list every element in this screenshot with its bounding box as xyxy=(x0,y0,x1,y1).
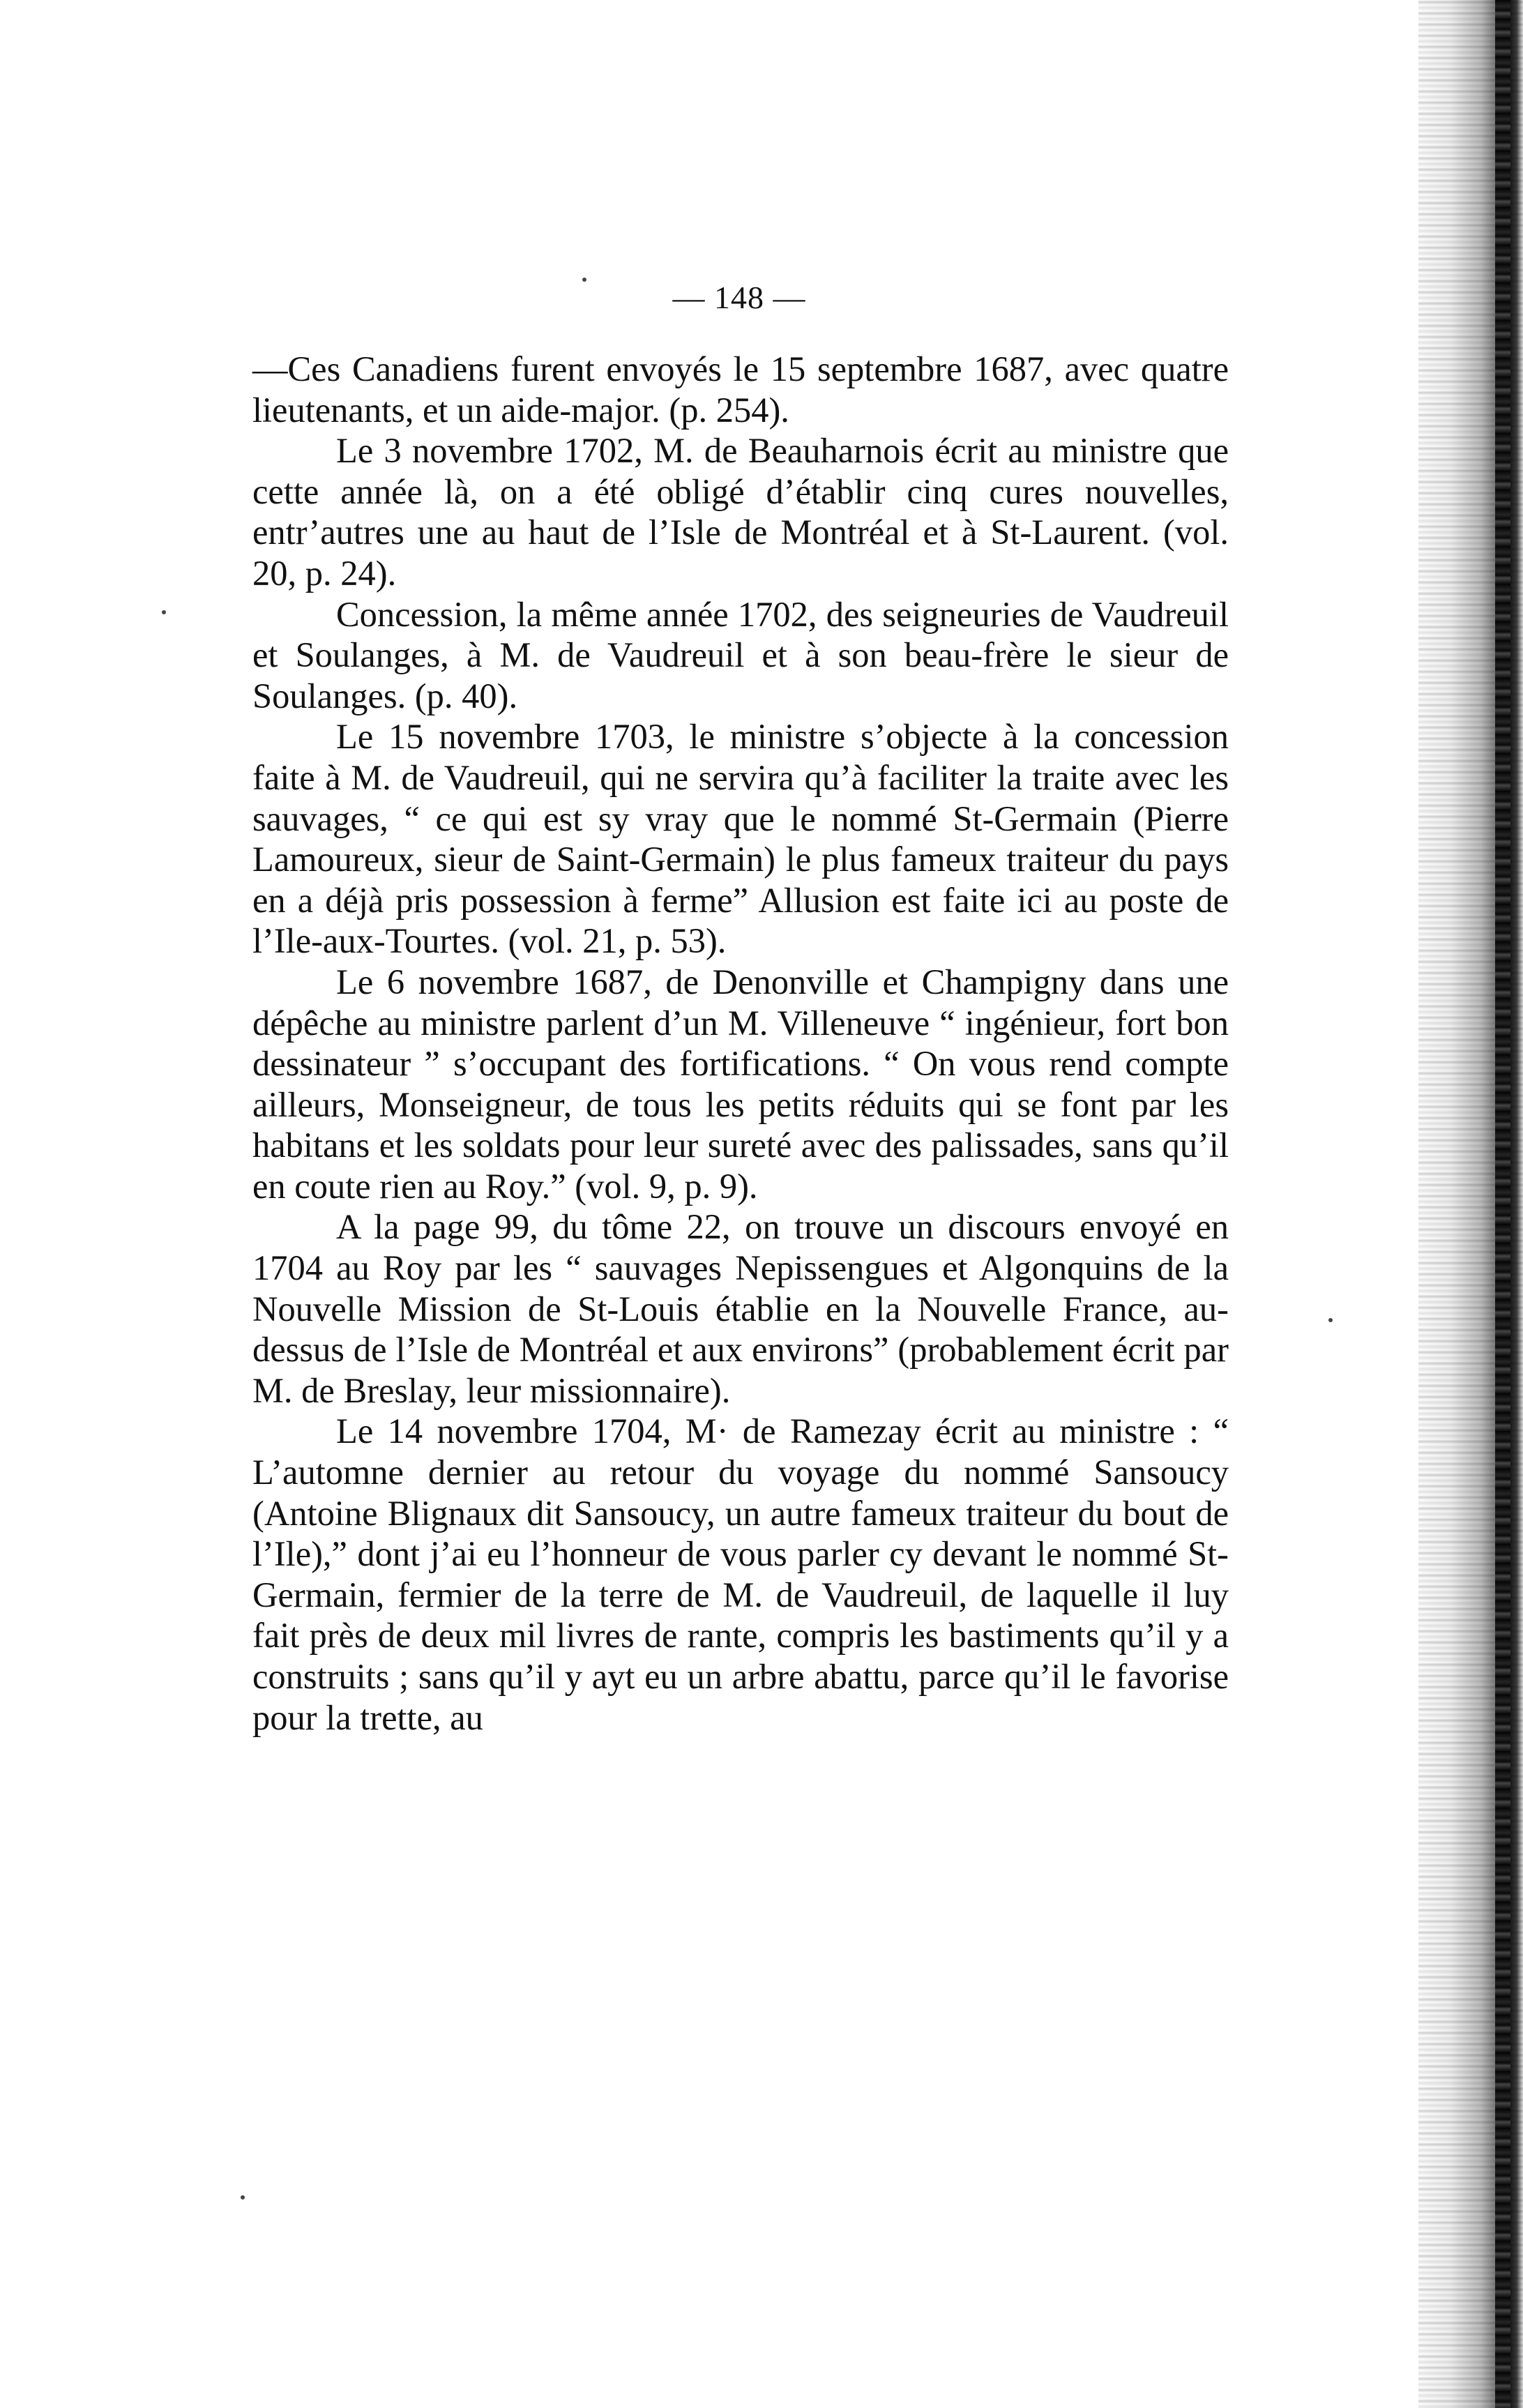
paragraph: Le 3 novembre 1702, M. de Beauharnois écrit au ministre que cette année là, on a été obligé d’établir cinq cures nouvelles, entr’autres une au haut de l’Isle de Montréal et à St-Laurent. (vol. 20, p. 24). xyxy=(252,431,1229,593)
paragraph: Le 6 novembre 1687, de Denonville et Champigny dans une dépêche au ministre parlent d’un M. Villeneuve “ ingénieur, fort bon dessinateur ” s’occupant des fortifications. “ On vous rend compte ailleurs, Monseigneur, de tous les petits réduits qui se font par les habitans et les soldats pour leur sureté avec des palissades, sans qu’il en coute rien au Roy.” (vol. 9, p. 9). xyxy=(252,962,1229,1206)
scan-speck xyxy=(1328,1318,1333,1322)
scan-speck xyxy=(582,278,586,282)
paragraph: Le 15 novembre 1703, le ministre s’objecte à la concession faite à M. de Vaudreuil, qui ne servira qu’à faciliter la traite avec les sauvages, “ ce qui est sy vray que le nommé St-Germain (Pierre Lamoureux, sieur de Saint-Germain) le plus fameux traiteur du pays en a déjà pris possession à ferme” Allusion est faite ici au poste de l’Ile-aux-Tourtes. (vol. 21, p. 53). xyxy=(252,717,1229,961)
paragraph: A la page 99, du tôme 22, on trouve un discours envoyé en 1704 au Roy par les “ sauvages Nepissengues et Algonquins de la Nouvelle Mission de St-Louis établie en la Nouvelle France, au-dessus de l’Isle de Montréal et aux environs” (probablement écrit par M. de Breslay, leur missionnaire). xyxy=(252,1207,1229,1410)
page-number: — 148 — xyxy=(672,280,806,315)
book-binding-shadow xyxy=(1495,0,1510,2408)
paragraph: Concession, la même année 1702, des seigneuries de Vaudreuil et Soulanges, à M. de Vaudreuil et à son beau-frère le sieur de Soulanges. (p. 40). xyxy=(252,594,1229,715)
scan-speck xyxy=(241,2195,245,2199)
body-text xyxy=(252,349,1229,1738)
paragraph: Le 14 novembre 1704, M· de Ramezay écrit au ministre : “ L’automne dernier au retour du voyage du nommé Sansoucy (Antoine Blignaux dit Sansoucy, un autre fameux traiteur du bout de l’Ile),” dont j’ai eu l’honneur de vous parler cy devant le nommé St-Germain, fermier de la terre de M. de Vaudreuil, de laquelle il luy fait près de deux mil livres de rante, compris les bastiments qu’il y a construits ; sans qu’il y ayt eu un arbre abattu, parce qu’il le favorise pour la trette, au xyxy=(252,1411,1229,1737)
paragraph: —Ces Canadiens furent envoyés le 15 septembre 1687, avec quatre lieutenants, et un aide-major. (p. 254). xyxy=(252,349,1229,430)
scan-speck xyxy=(162,610,166,614)
